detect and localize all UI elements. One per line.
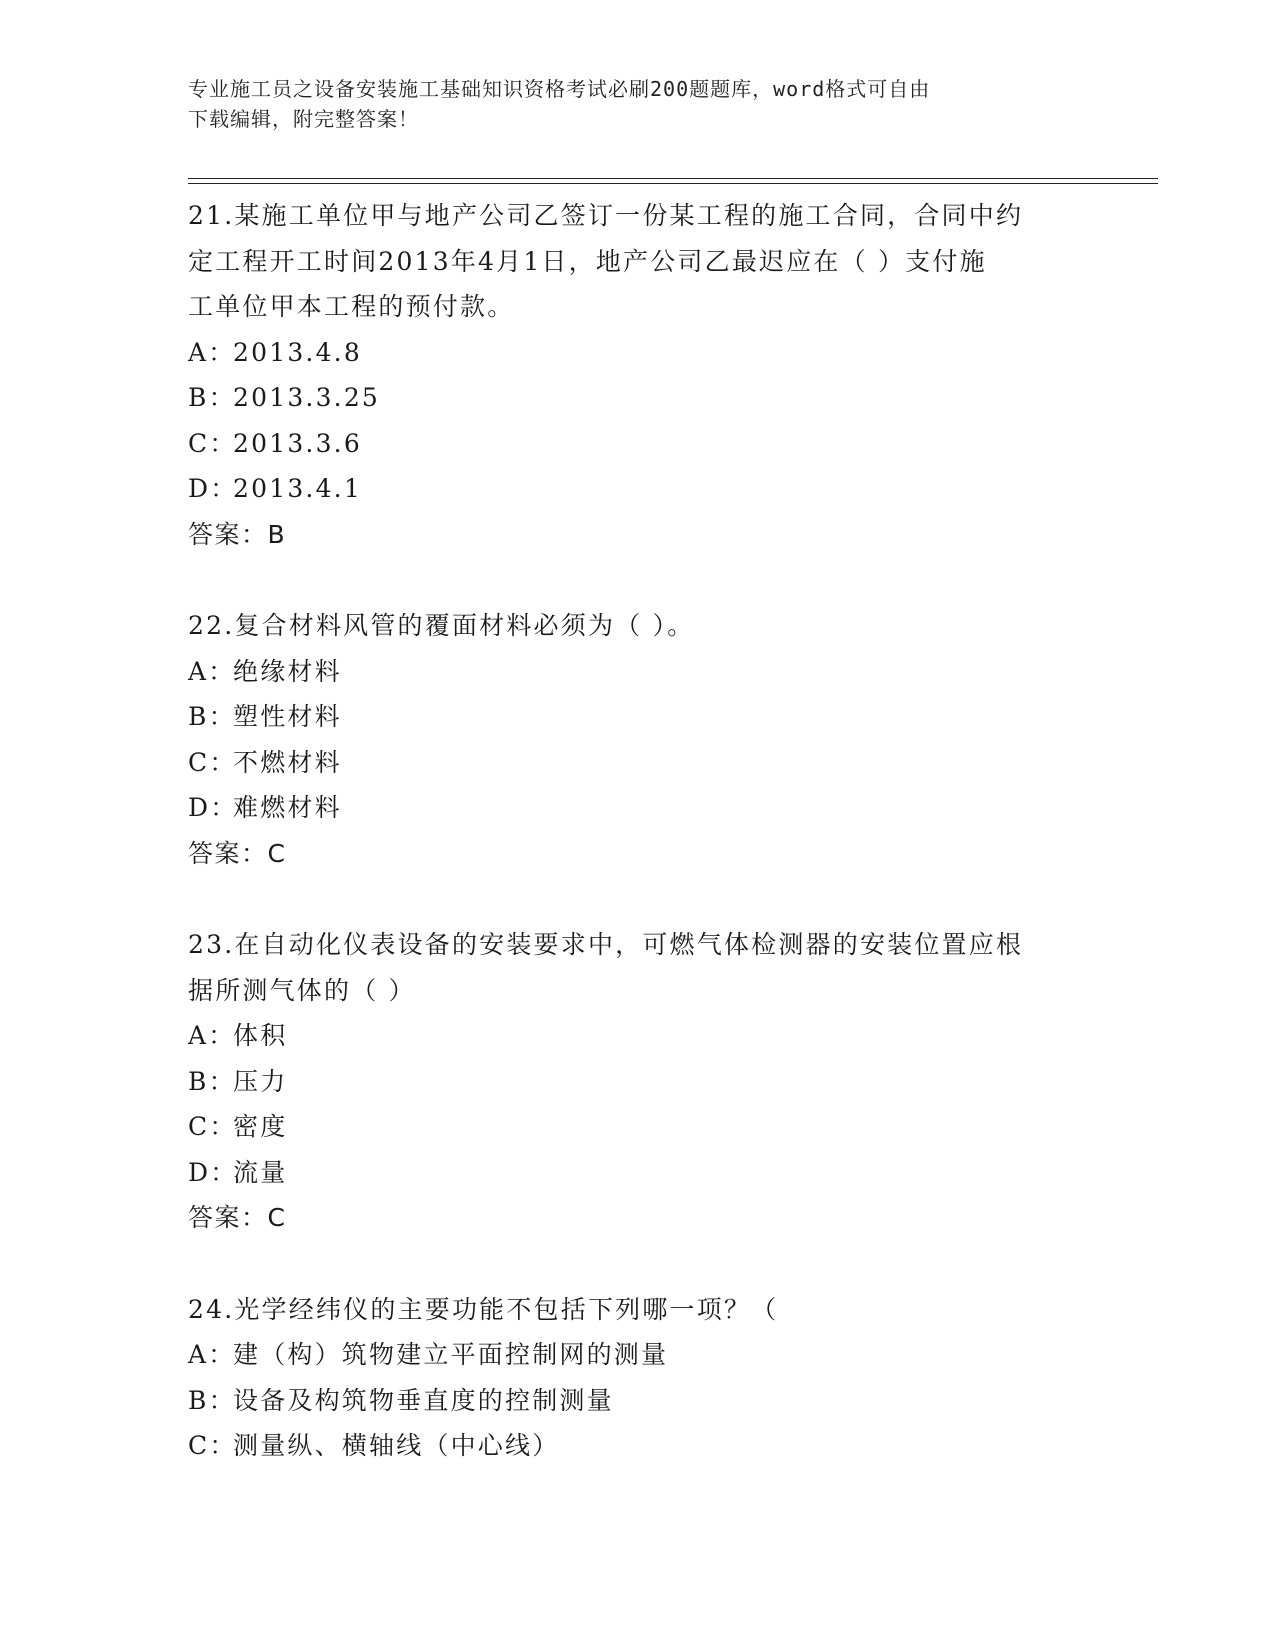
option-key: D： [188,1157,238,1187]
question-text [188,922,1188,1013]
option-key: A： [188,1021,236,1050]
header-line: 专业施工员之设备安装施工基础知识资格考试必刷200题题库，word格式可自由 [188,77,931,101]
question-line: 22.复合材料风管的覆面材料必须为（ ）。 [188,611,695,640]
option-text: 体积 [233,1021,288,1050]
option-c [188,1423,1188,1469]
document-header [188,74,1088,134]
question-block [188,922,1188,1241]
option-a [188,330,1188,376]
option-key: B： [188,702,236,731]
question-text [188,193,1188,330]
option-key: B： [188,383,236,412]
answer-text: 答案：C [188,1203,287,1232]
answer-text: 答案：C [188,838,287,868]
option-text: 不燃材料 [233,747,342,777]
option-key: B： [188,1385,236,1415]
option-text: 2013.4.8 [233,337,362,367]
option-key: A： [188,656,236,686]
option-a [188,1013,1188,1059]
option-text: 2013.3.6 [233,428,362,458]
question-line: 23.在自动化仪表设备的安装要求中，可燃气体检测器的安装位置应根 [188,930,1024,959]
question-block [188,193,1188,557]
option-key: D： [188,793,238,822]
option-text: 2013.4.1 [233,474,362,503]
option-b [188,694,1188,740]
header-divider [188,178,1158,179]
answer-text: 答案：B [188,519,287,549]
option-key: A： [188,1340,236,1369]
question-block [188,1287,1188,1469]
question-line: 工单位甲本工程的预付款。 [188,292,515,321]
header-line: 下载编辑，附完整答案！ [188,107,419,131]
option-text: 建（构）筑物建立平面控制网的测量 [233,1340,669,1369]
question-line: 24.光学经纬仪的主要功能不包括下列哪一项？（ [188,1294,779,1324]
option-key: C： [188,1431,237,1460]
option-d [188,1150,1188,1196]
option-text: 测量纵、横轴线（中心线） [233,1431,560,1460]
question-line: 21.某施工单位甲与地产公司乙签订一份某工程的施工合同，合同中约 [188,201,1024,230]
option-text: 塑性材料 [233,702,342,731]
option-text: 压力 [233,1066,288,1096]
option-a [188,1332,1188,1378]
question-text [188,603,1188,649]
option-b [188,1378,1188,1424]
question-line: 定工程开工时间2013年4月1日，地产公司乙最迟应在（ ）支付施 [188,246,987,276]
option-c [188,421,1188,467]
option-d [188,785,1188,831]
option-key: C： [188,428,237,458]
option-text: 难燃材料 [233,793,342,822]
option-b [188,1059,1188,1105]
option-text: 绝缘材料 [233,656,342,686]
option-c [188,740,1188,786]
option-text: 设备及构筑物垂直度的控制测量 [233,1385,614,1415]
question-line: 据所测气体的（ ） [188,975,416,1005]
question-text [188,1287,1188,1333]
option-key: D： [188,474,238,503]
header-divider [188,183,1158,184]
question-list [188,193,1188,1515]
option-key: B： [188,1066,236,1096]
option-a [188,649,1188,695]
option-b [188,375,1188,421]
option-text: 密度 [233,1112,288,1141]
option-d [188,466,1188,512]
option-key: C： [188,747,237,777]
question-block [188,603,1188,876]
option-text: 流量 [233,1157,288,1187]
option-key: C： [188,1112,237,1141]
option-key: A： [188,337,236,367]
option-text: 2013.3.25 [233,383,381,412]
option-c [188,1104,1188,1150]
